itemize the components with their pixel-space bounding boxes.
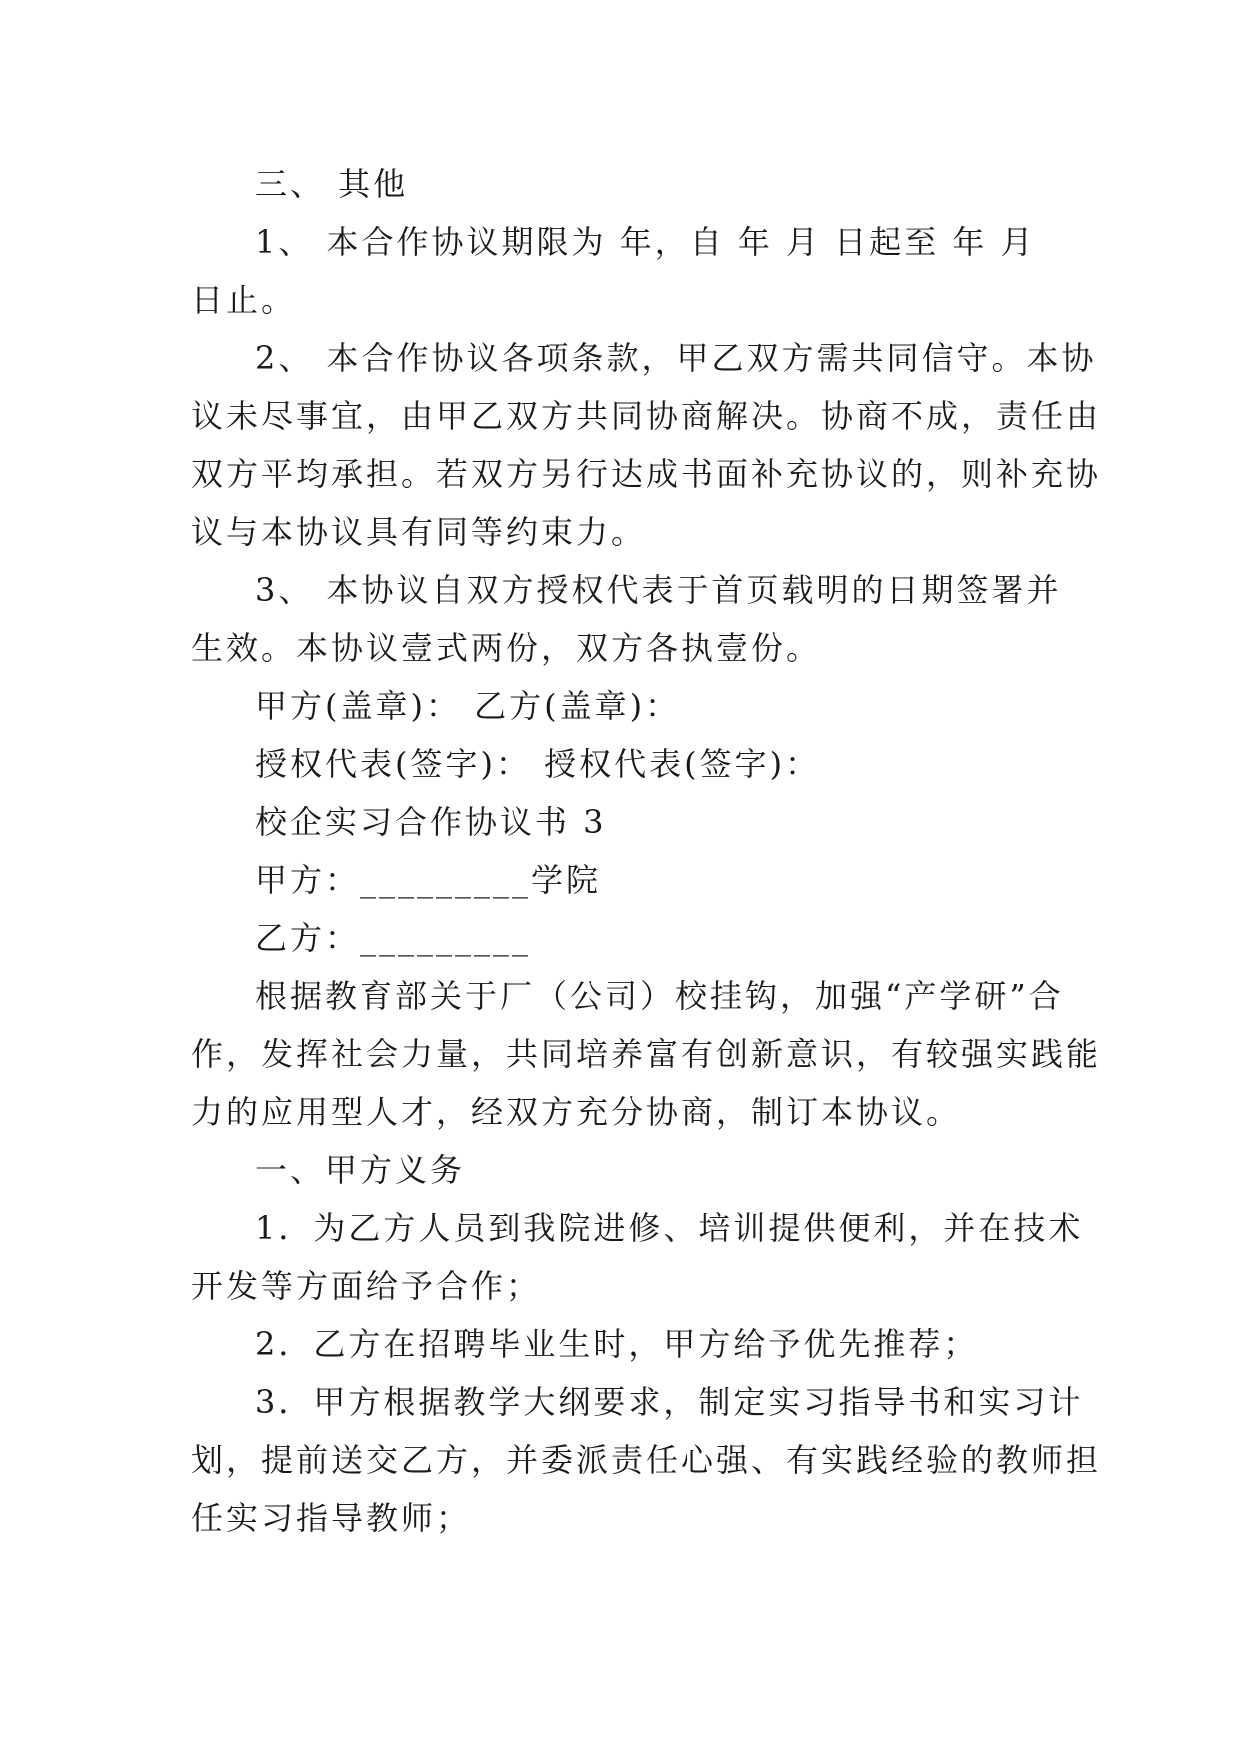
section-heading-party-a-obligations: 一、甲方义务 [255,1151,466,1189]
clause-2-terms: 2、 本合作协议各项条款，甲乙双方需共同信守。本协 [255,339,1097,377]
obligation-1-cont: 开发等方面给予合作； [191,1267,542,1305]
party-b-line: 乙方：_________ [255,919,532,957]
preamble-cont-2: 力的应用型人才，经双方充分协商，制订本协议。 [191,1093,962,1131]
clause-1-term-cont: 日止。 [191,281,297,319]
preamble: 根据教育部关于厂（公司）校挂钩，加强“产学研”合 [255,977,1064,1015]
seal-line: 甲方(盖章)： 乙方(盖章)： [255,687,681,725]
clause-3-effective: 3、 本协议自双方授权代表于首页载明的日期签署并 [255,571,1062,609]
clause-2-terms-cont-3: 议与本协议具有同等约束力。 [191,513,647,551]
clause-2-terms-cont-1: 议未尽事宜，由甲乙双方共同协商解决。协商不成，责任由 [191,397,1102,435]
signature-line: 授权代表(签字)： 授权代表(签字)： [255,745,821,783]
document-page [191,155,1102,1547]
obligation-2: 2．乙方在招聘毕业生时，甲方给予优先推荐； [255,1325,979,1363]
clause-3-effective-cont: 生效。本协议壹式两份，双方各执壹份。 [191,629,822,667]
obligation-3-cont-1: 划，提前送交乙方，并委派责任心强、有实践经验的教师担 [191,1441,1102,1479]
clause-2-terms-cont-2: 双方平均承担。若双方另行达成书面补充协议的，则补充协 [191,455,1102,493]
obligation-3: 3．甲方根据教学大纲要求，制定实习指导书和实习计 [255,1383,1084,1421]
section-heading-other: 三、 其他 [255,165,409,203]
obligation-3-cont-2: 任实习指导教师； [191,1499,472,1537]
obligation-1: 1．为乙方人员到我院进修、培训提供便利，并在技术 [255,1209,1084,1247]
clause-1-term: 1、 本合作协议期限为 年，自 年 月 日起至 年 月 [255,223,1036,261]
agreement-title: 校企实习合作协议书 3 [255,803,607,841]
party-a-line: 甲方：_________学院 [255,861,602,899]
preamble-cont-1: 作，发挥社会力量，共同培养富有创新意识，有较强实践能 [191,1035,1102,1073]
